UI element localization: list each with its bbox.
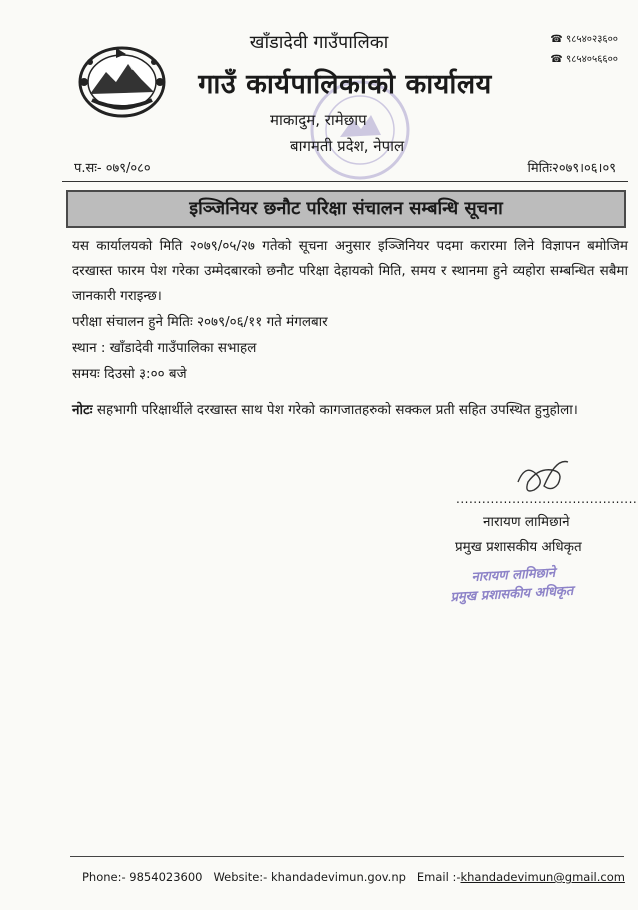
notice-title: इञ्जिनियर छनौट परिक्षा संचालन सम्बन्धि सूचना [66,190,626,228]
address-line-1: माकादुम, रामेछाप [270,111,367,129]
address-line-2: बागमती प्रदेश, नेपाल [290,137,405,155]
signatory-name: नारायण लामिछाने [483,514,570,530]
reference-number: प.सः- ०७९/०८० [74,161,151,176]
notice-note [72,400,578,418]
footer [82,870,625,884]
phone-number: ☎ ९८५४०२३६०० [550,34,618,45]
municipality-name: खाँडादेवी गाउँपालिका [249,32,389,53]
letter-date: मितिः२०७९।०६।०९ [527,161,616,176]
note-label: नोटः [72,402,93,418]
notice-body: यस कार्यालयको मिति २०७९/०५/२७ गतेको सूचना अनुसार इञ्जिनियर पदमा करारमा लिने विज्ञापन बमोजिम दरखास्त फारम पेश गरेका उम्मेदबारको छनौट परिक्षा देहायको मिति, समय र स्थानमा हुने व्यहोरा सम्बन्धित सबैमा जानकारी गराइन्छ। [72,238,628,304]
office-title: गाउँ कार्यपालिकाको कार्यालय [198,69,492,100]
signatory-title: प्रमुख प्रशासकीय अधिकृत [455,539,582,555]
signatory-stamp [449,563,574,607]
note-text: सहभागी परिक्षार्थीले दरखास्त साथ पेश गरेको कागजातहरुको सक्कल प्रती सहित उपस्थित हुनुहोला। [92,402,578,418]
footer-phone: Phone:- 9854023600 [82,870,203,884]
footer-email[interactable]: khandadevimun@gmail.com [460,870,625,884]
stamp-name: नारायण लामिछाने [471,565,556,586]
signature-line: .......................................... [456,492,638,506]
phone-list [550,30,618,70]
footer-website[interactable]: Website:- khandadevimun.gov.np [213,870,406,884]
footer-email-label: Email :- [416,870,461,884]
exam-date: परीक्षा संचालन हुने मितिः २०७९/०६/११ गते मंगलबार [72,314,328,330]
exam-venue: स्थान : खाँडादेवी गाउँपालिका सभाहल [72,340,257,356]
exam-time: समयः दिउसो ३:०० बजे [72,366,187,382]
footer-divider [70,856,624,857]
stamp-title: प्रमुख प्रशासकीय अधिकृत [450,583,574,606]
header-divider [62,181,628,182]
phone-number: ☎ ९८५४०५६६०० [550,54,618,65]
